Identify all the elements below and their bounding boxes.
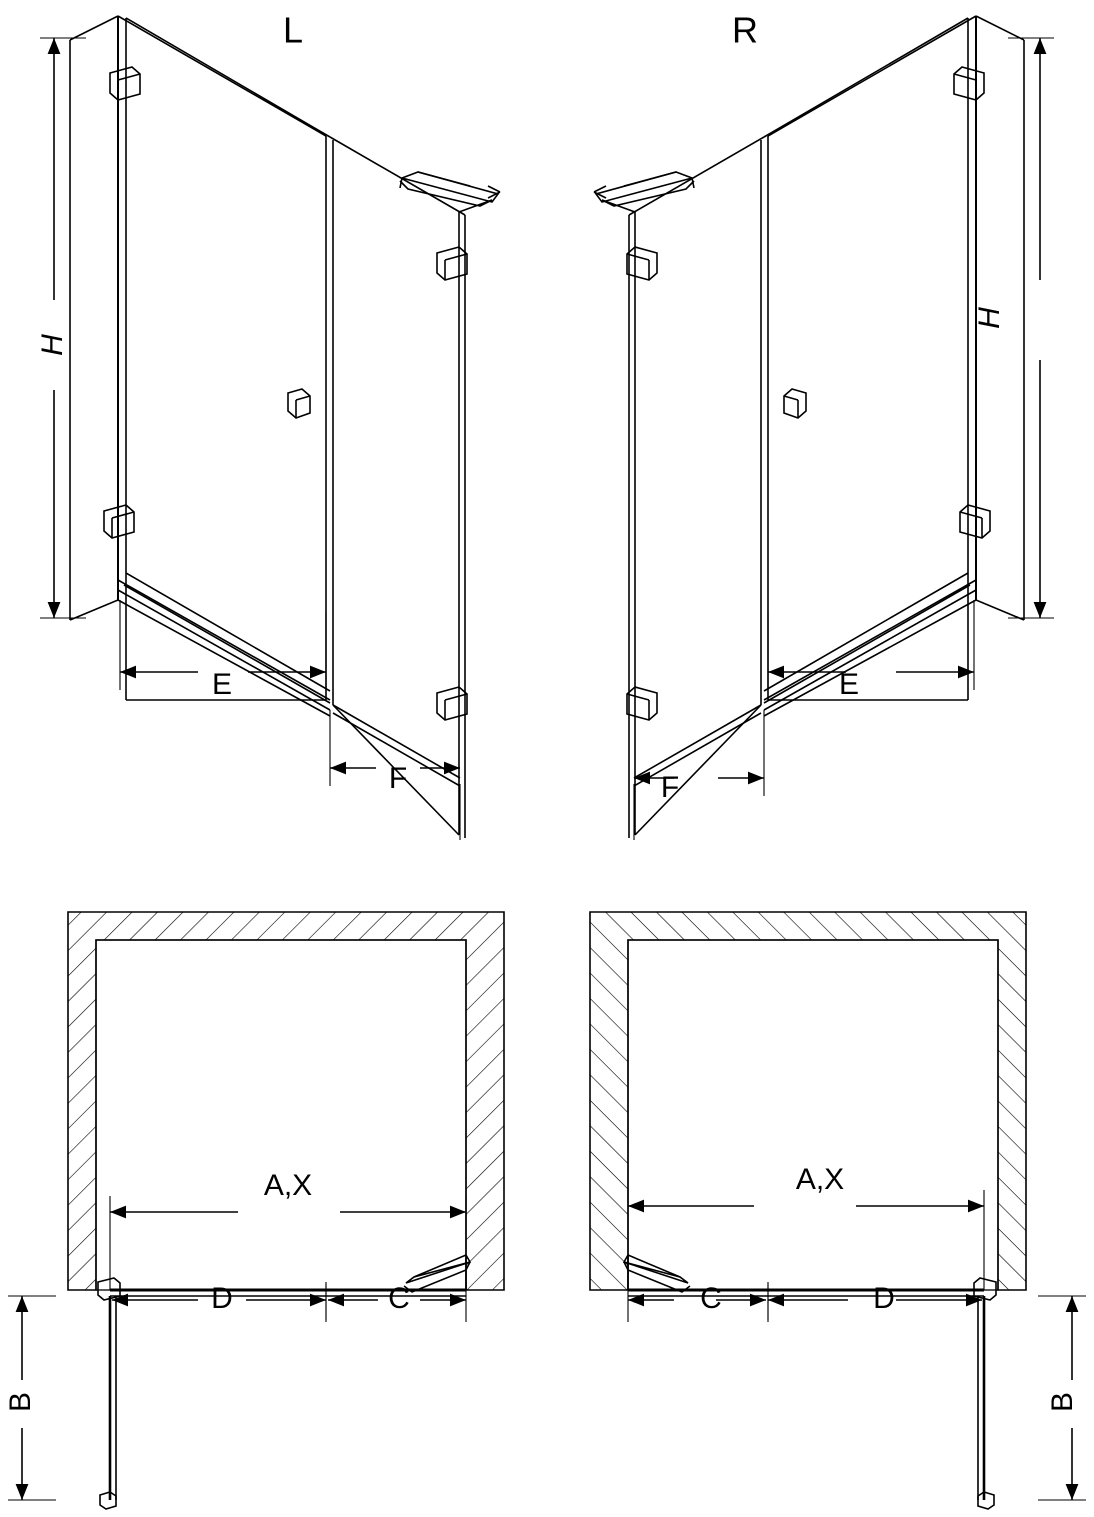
label-side-depth-right: B (1045, 1391, 1079, 1413)
hinge-upper-right (437, 247, 467, 280)
dimension-E-right (768, 600, 974, 690)
dimension-AX-left (110, 1196, 466, 1290)
label-fixed-segment-right: C (700, 1281, 722, 1315)
plan-stabiliser-right (624, 1255, 690, 1292)
label-fixed-width-left: F (388, 761, 408, 795)
hinge-lower-right (437, 687, 467, 720)
variant-title-left: L (282, 9, 304, 51)
dimension-H-left (40, 38, 86, 618)
label-door-width-right: E (838, 667, 860, 701)
hinge-upper-left (110, 67, 140, 100)
right-elevation (594, 16, 1054, 840)
left-plan (8, 912, 504, 1509)
door-handle (288, 389, 310, 418)
left-elevation (40, 16, 500, 840)
hinge-upper-right-mirror (954, 67, 984, 100)
hinge-lower-left-mirror (627, 687, 657, 720)
label-overall-width-left: A,X (263, 1168, 313, 1202)
variant-title-right: R (732, 9, 758, 51)
label-height-left: H (35, 334, 69, 356)
right-plan (590, 912, 1086, 1509)
label-door-width-left: E (211, 667, 233, 701)
dimension-AX-right (628, 1190, 984, 1290)
door-handle-mirror (784, 389, 806, 418)
label-door-segment-right: D (873, 1281, 895, 1315)
label-side-depth-left: B (3, 1391, 37, 1413)
dimension-H-right (1008, 38, 1054, 618)
label-door-segment-left: D (211, 1281, 233, 1315)
label-fixed-segment-left: C (388, 1281, 410, 1315)
label-overall-width-right: A,X (795, 1162, 845, 1196)
label-height-right: H (972, 307, 1006, 329)
label-fixed-width-right: F (660, 770, 680, 804)
hinge-upper-left-mirror (627, 247, 657, 280)
plan-stabiliser-left (404, 1255, 470, 1292)
